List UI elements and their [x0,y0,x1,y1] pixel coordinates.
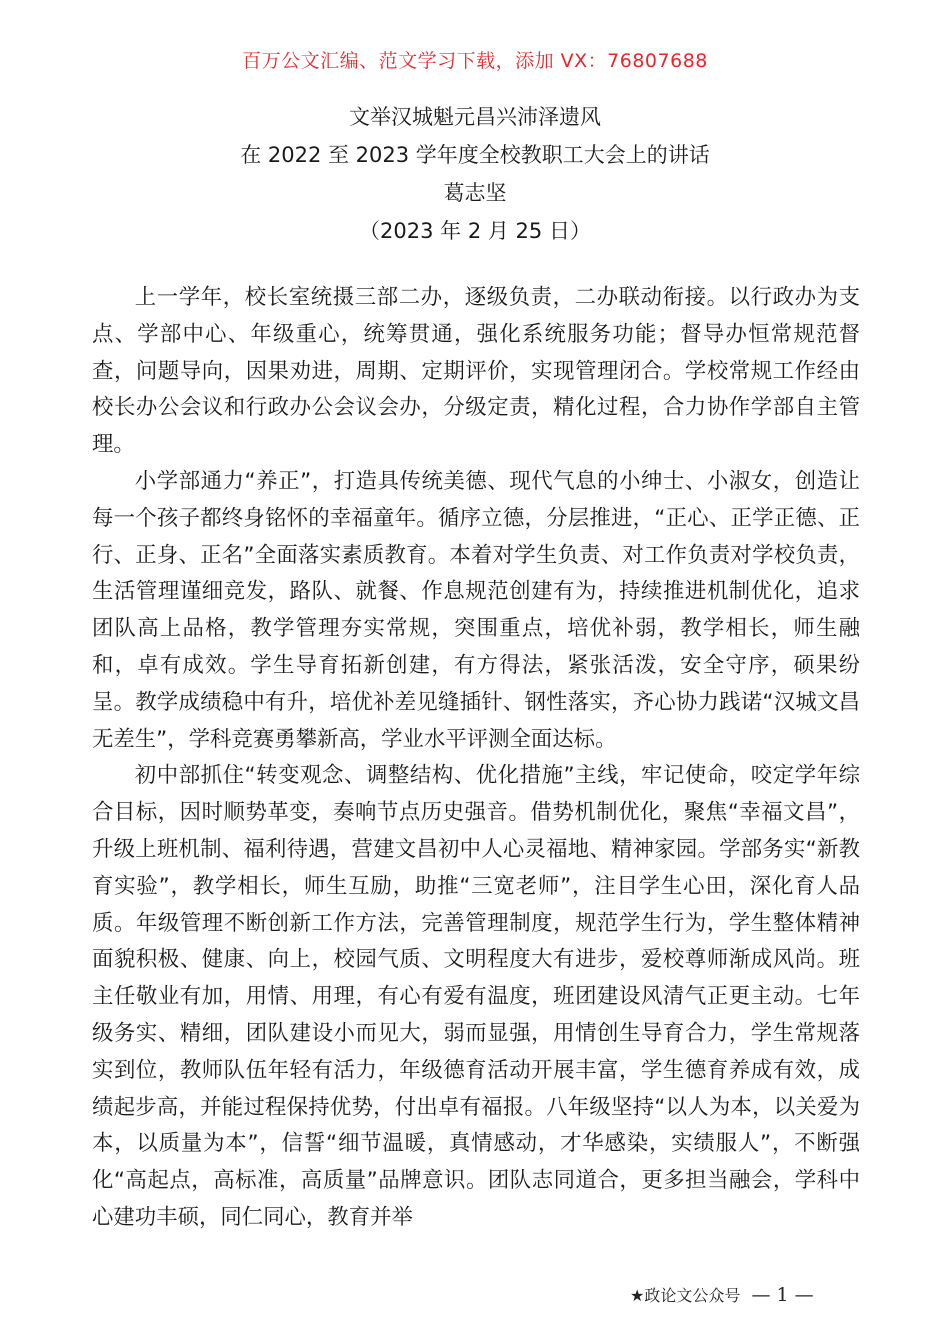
paragraph: 初中部抓住“转变观念、调整结构、优化措施”主线，牢记使命，咬定学年综合目标，因时顺势革变，奏响节点历史强音。借势机制优化，聚焦“幸福文昌”，升级上班机制、福利待遇，营建文昌初中人心灵福地、精神家园。学部务实“新教育实验”，教学相长，师生互励，助推“三宽老师”，注目学生心田，深化育人品质。年级管理不断创新工作方法，完善管理制度，规范学生行为，学生整体精神面貌积极、健康、向上，校园气质、文明程度大有进步，爱校尊师渐成风尚。班主任敬业有加，用情、用理，有心有爱有温度，班团建设风清气正更主动。七年级务实、精细，团队建设小而见大，弱而显强，用情创生导育合力，学生常规落实到位，教师队伍年轻有活力，年级德育活动开展丰富，学生德育养成有效，成绩起步高，并能过程保持优势，付出卓有福报。八年级坚持“以人为本，以关爱为本，以质量为本”，信誓“细节温暖，真情感动，才华感染，实绩服人”，不断强化“高起点，高标准，高质量”品牌意识。团队志同道合，更多担当融会，学科中心建功丰硕，同仁同心，教育并举 [92,763,860,1230]
page-number: — 1 — [751,1284,814,1306]
paragraph: 小学部通力“养正”，打造具传统美德、现代气息的小绅士、小淑女，创造让每一个孩子都终身铭怀的幸福童年。循序立德，分层推进，“正心、正学正德、正行、正身、正名”全面落实素质教育。本着对学生负责、对工作负责对学校负责，生活管理谨细竞发，路队、就餐、作息规范创建有为，持续推进机制优化，追求团队高上品格，教学管理夯实常规，突围重点，培优补弱，教学相长，师生融和，卓有成效。学生导育拓新创建，有方得法，紧张活泼，安全守序，硕果纷呈。教学成绩稳中有升，培优补差见缝插针、钢性落实，齐心协力践诺“汉城文昌无差生”，学科竞赛勇攀新高，学业水平评测全面达标。 [92,468,860,752]
speech-subtitle: 在 2022 至 2023 学年度全校教职工大会上的讲话 [240,143,710,167]
page-footer [630,1283,814,1306]
paragraph: 上一学年，校长室统摄三部二办，逐级负责，二办联动衔接。以行政办为支点、学部中心、年级重心，统筹贯通，强化系统服务功能；督导办恒常规范督查，问题导向，因果劝进，周期、定期评价，实现管理闭合。学校常规工作经由校长办公会议和行政办公会议会办，分级定责，精化过程，合力协作学部自主管理。 [92,285,860,458]
title-block [0,98,950,250]
speech-title: 文举汉城魁元昌兴沛泽遗风 [349,105,601,129]
download-banner: 百万公文汇编、范文学习下载，添加 VX：76807688 [242,50,708,72]
speech-author: 葛志坚 [443,181,507,205]
footer-source-label: ★政论文公众号 [630,1286,741,1305]
speech-date: （2023 年 2 月 25 日） [359,219,591,243]
speech-body [92,280,860,1237]
